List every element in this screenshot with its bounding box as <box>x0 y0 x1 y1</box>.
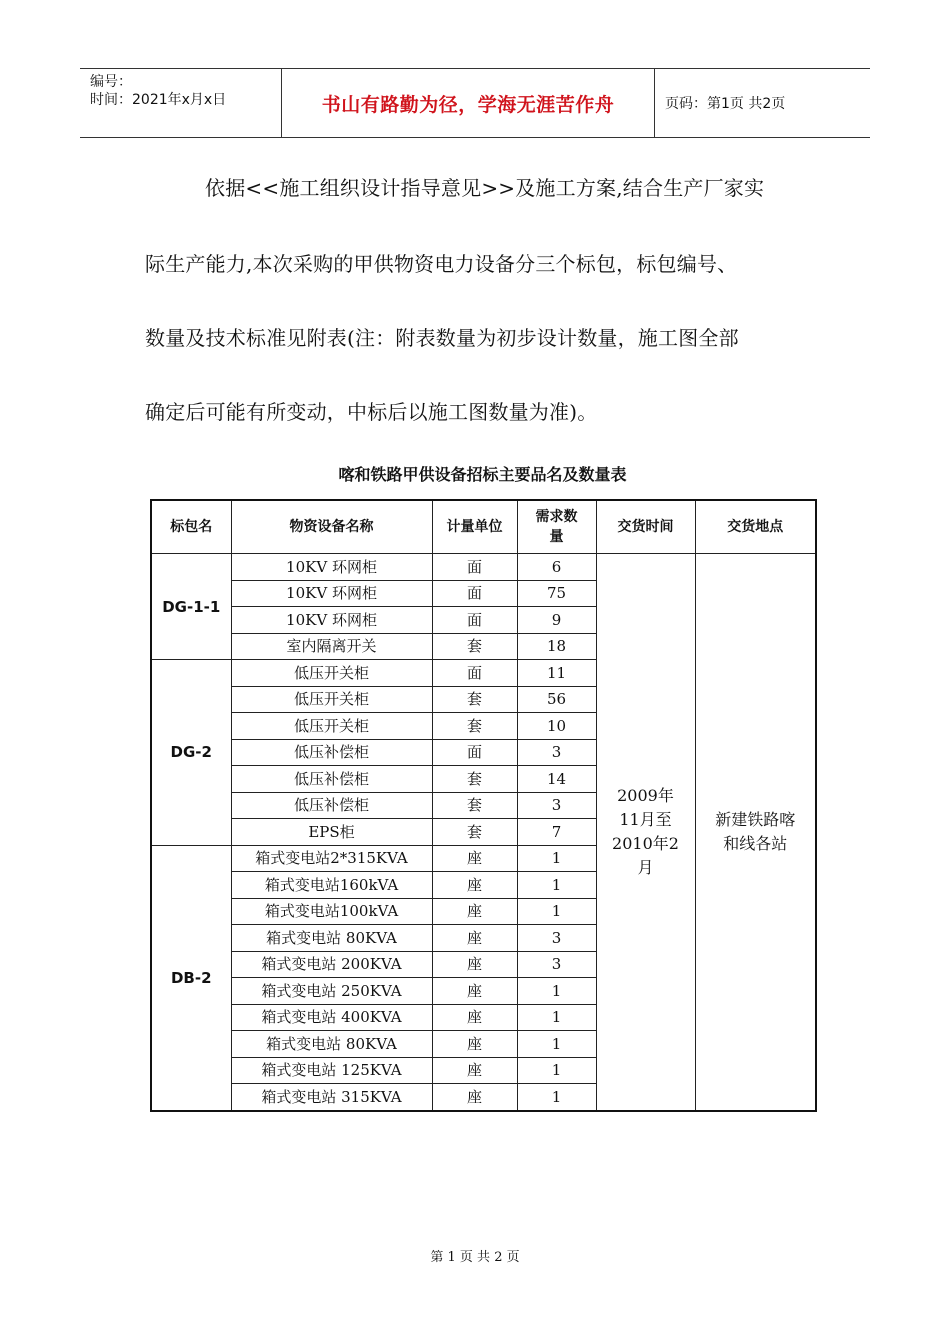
item-unit: 面 <box>432 739 517 766</box>
delivery-time-line: 2010年2 <box>612 833 679 853</box>
item-unit: 座 <box>432 925 517 952</box>
item-qty: 1 <box>517 872 596 899</box>
page-footer: 第 1 页 共 2 页 <box>430 1250 520 1265</box>
item-name: 低压补偿柜 <box>231 766 432 793</box>
item-qty: 3 <box>517 792 596 819</box>
item-qty: 3 <box>517 739 596 766</box>
paragraph-line-2: 际生产能力,本次采购的甲供物资电力设备分三个标包，标包编号、 <box>145 252 738 276</box>
delivery-time-line: 月 <box>637 857 654 877</box>
number-label: 编号： <box>90 74 132 90</box>
item-unit: 面 <box>432 554 517 581</box>
paragraph-line-1: 依据<<施工组织设计指导意见>>及施工方案,结合生产厂家实 <box>205 176 765 200</box>
col-header-unit: 计量单位 <box>432 500 517 554</box>
item-name: 低压补偿柜 <box>231 792 432 819</box>
qty-header-line2: 量 <box>549 529 564 545</box>
item-qty: 18 <box>517 633 596 660</box>
item-name: 室内隔离开关 <box>231 633 432 660</box>
delivery-time-line: 2009年 <box>617 785 674 805</box>
qty-header-line1: 需求数 <box>535 509 578 525</box>
col-header-quantity <box>517 500 596 554</box>
item-unit: 座 <box>432 845 517 872</box>
item-unit: 套 <box>432 633 517 660</box>
item-name: 箱式变电站2*315KVA <box>231 845 432 872</box>
col-header-name: 物资设备名称 <box>231 500 432 554</box>
item-unit: 座 <box>432 978 517 1005</box>
package-cell: DB-2 <box>151 845 231 1111</box>
header-motto: 书山有路勤为径，学海无涯苦作舟 <box>282 69 655 137</box>
item-qty: 10 <box>517 713 596 740</box>
time-label: 时间：2021年x月x日 <box>90 92 227 108</box>
item-unit: 套 <box>432 766 517 793</box>
item-qty: 1 <box>517 1084 596 1111</box>
header-meta <box>80 69 282 137</box>
item-name: 10KV 环网柜 <box>231 554 432 581</box>
item-name: EPS柜 <box>231 819 432 846</box>
item-unit: 面 <box>432 660 517 687</box>
item-name: 箱式变电站100kVA <box>231 898 432 925</box>
item-unit: 面 <box>432 580 517 607</box>
package-cell: DG-1-1 <box>151 554 231 660</box>
item-name: 低压开关柜 <box>231 713 432 740</box>
item-qty: 1 <box>517 1057 596 1084</box>
paragraph-line-4: 确定后可能有所变动，中标后以施工图数量为准)。 <box>145 400 598 424</box>
col-header-package: 标包名 <box>151 500 231 554</box>
delivery-place-line: 和线各站 <box>723 833 788 853</box>
item-unit: 套 <box>432 686 517 713</box>
page-info: 页码：第1页 共2页 <box>665 96 786 112</box>
item-name: 低压开关柜 <box>231 686 432 713</box>
item-name: 低压开关柜 <box>231 660 432 687</box>
item-qty: 1 <box>517 978 596 1005</box>
item-unit: 座 <box>432 1031 517 1058</box>
item-name: 低压补偿柜 <box>231 739 432 766</box>
item-unit: 座 <box>432 951 517 978</box>
item-qty: 1 <box>517 1004 596 1031</box>
page-header <box>80 68 870 138</box>
item-unit: 套 <box>432 819 517 846</box>
item-unit: 座 <box>432 898 517 925</box>
item-name: 箱式变电站 315KVA <box>231 1084 432 1111</box>
item-qty: 75 <box>517 580 596 607</box>
item-qty: 9 <box>517 607 596 634</box>
item-qty: 1 <box>517 845 596 872</box>
item-name: 箱式变电站 200KVA <box>231 951 432 978</box>
item-qty: 6 <box>517 554 596 581</box>
item-qty: 56 <box>517 686 596 713</box>
item-name: 箱式变电站160kVA <box>231 872 432 899</box>
table-header-row <box>151 500 816 554</box>
delivery-time-line: 11月至 <box>619 809 672 829</box>
item-name: 箱式变电站 250KVA <box>231 978 432 1005</box>
table-row <box>151 554 816 581</box>
item-name: 箱式变电站 400KVA <box>231 1004 432 1031</box>
delivery-time-cell <box>596 554 695 1111</box>
table-title: 喀和铁路甲供设备招标主要品名及数量表 <box>338 465 627 484</box>
delivery-place-line: 新建铁路喀 <box>715 809 796 829</box>
item-qty: 14 <box>517 766 596 793</box>
item-name: 箱式变电站 80KVA <box>231 1031 432 1058</box>
item-name: 箱式变电站 125KVA <box>231 1057 432 1084</box>
item-unit: 座 <box>432 872 517 899</box>
item-name: 10KV 环网柜 <box>231 607 432 634</box>
item-qty: 1 <box>517 898 596 925</box>
item-qty: 1 <box>517 1031 596 1058</box>
item-unit: 套 <box>432 792 517 819</box>
item-name: 箱式变电站 80KVA <box>231 925 432 952</box>
delivery-place-cell <box>695 554 816 1111</box>
package-cell: DG-2 <box>151 660 231 846</box>
item-unit: 面 <box>432 607 517 634</box>
item-qty: 11 <box>517 660 596 687</box>
item-name: 10KV 环网柜 <box>231 580 432 607</box>
col-header-delivery-place: 交货地点 <box>695 500 816 554</box>
item-qty: 3 <box>517 925 596 952</box>
equipment-table <box>150 499 817 1112</box>
item-unit: 座 <box>432 1004 517 1031</box>
item-unit: 座 <box>432 1084 517 1111</box>
item-qty: 7 <box>517 819 596 846</box>
item-unit: 套 <box>432 713 517 740</box>
paragraph-line-3: 数量及技术标准见附表(注：附表数量为初步设计数量，施工图全部 <box>145 326 739 350</box>
item-unit: 座 <box>432 1057 517 1084</box>
col-header-delivery-time: 交货时间 <box>596 500 695 554</box>
item-qty: 3 <box>517 951 596 978</box>
